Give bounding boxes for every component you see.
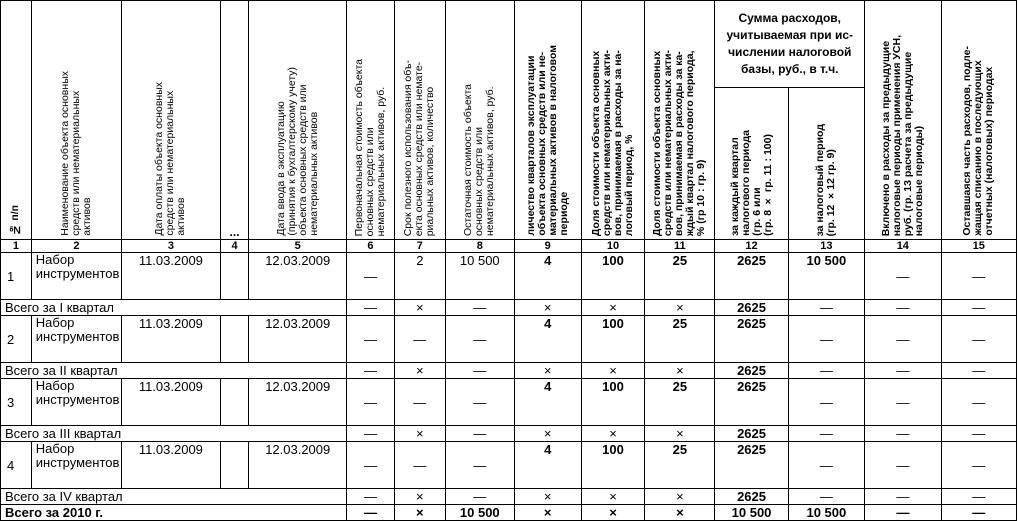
header-col-1: № п/п [1,1,32,240]
column-numbers-row: 1 2 3 4 5 6 7 8 9 10 11 12 13 14 15 [1,240,1017,253]
header-col-9: личество кварталов эксплуатации объекта основных средств или не- материальных активов в налоговом периоде [514,1,581,240]
header-col-7: Срок полезного использования объ- екта основных средств или немате- риальных активов, количество [394,1,445,240]
header-col-13: за налоговый период (гр. 12 ×12 гр. 9) [788,88,864,240]
header-col-11: Доля стоимости объекта основных средств или нематериальных акти- вов, принимаемая в расходы за ка- ждый квартал налогового периода, % (гр 10 : гр. 9) [645,1,715,240]
header-col-14: Включено в расходы за предыдущие налоговые периоды применения УСН, руб. (гр. 13 расчета за предыдущие налоговые периоды) [865,1,941,240]
table-row: 4 Набор инструментов 11.03.2009 12.03.2009 — — — 4 100 25 2625 — — — [1,442,1017,489]
header-col-5: Дата ввода в эксплуатацию (принятия к бухгалтерскому учету) объекта основных средств или нематериальных активов [249,1,347,240]
header-col-6: Первоначальная стоимость объекта основных средств или нематериальных активов, руб. [347,1,395,240]
header-col-4: ... [220,1,249,240]
table-row: 1 Набор инструментов 11.03.2009 12.03.2009 — 2 10 500 4 100 25 2625 10 500 — — [1,253,1017,300]
quarter-total-row: Всего за III квартал — × — × × × 2625 — — — [1,426,1017,442]
year-total-row: Всего за 2010 г. — × 10 500 × × × 10 500 10 500 — — [1,505,1017,521]
header-group-expenses: Сумма расходов, учитываемая при ис- числении налоговой базы, руб., в т.ч. [715,1,865,88]
header-col-12: за каждый квартал налогового периода (гр. 6 или (гр. 8 × гр. 11 : 100) [715,88,788,240]
header-col-8: Остаточная стоимость объекта основных средств или нематериальных активов, руб. [445,1,514,240]
quarter-total-row: Всего за IV квартал — × — × × × 2625 — — — [1,489,1017,505]
header-col-15: Оставшаяся часть расходов, подле- жащая списанию в последующих отчетных (налоговых) периодах [941,1,1016,240]
quarter-total-row: Всего за I квартал — × — × × × 2625 — — — [1,300,1017,316]
table-row: 3 Набор инструментов 11.03.2009 12.03.2009 — — — 4 100 25 2625 — — — [1,379,1017,426]
header-col-2: Наименование объекта основных средств или нематериальных активов [31,1,121,240]
quarter-total-row: Всего за II квартал — × — × × × 2625 — — — [1,363,1017,379]
header-col-3: Дата оплаты объекта основных средств или нематериальных активов [122,1,221,240]
header-col-10: Доля стоимости объекта основных средств или нематериальных акти- вов, принимаемая в расходы за на- логовый период, % [581,1,645,240]
table-row: 2 Набор инструментов 11.03.2009 12.03.2009 — — — 4 100 25 2625 — — — [1,316,1017,363]
